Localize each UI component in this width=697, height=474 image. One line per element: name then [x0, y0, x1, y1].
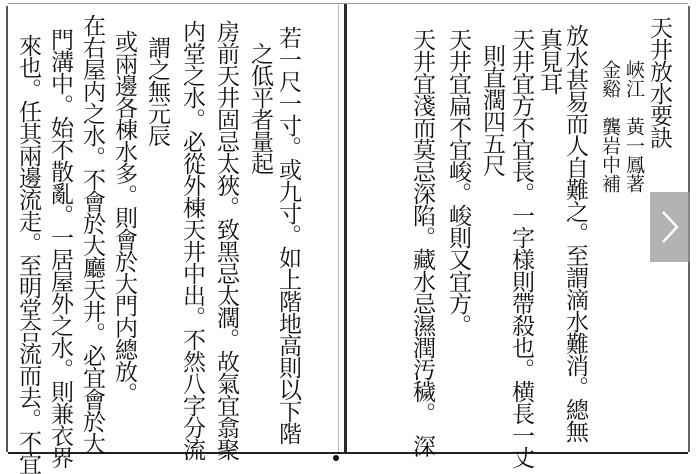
right-page	[350, 6, 686, 468]
page-edge-left	[6, 6, 8, 452]
author-line-2: 金谿 龔岩中補	[599, 60, 621, 193]
left-col-7: 在右屋内之水。不會於大廳天井。必宜會於大	[79, 14, 105, 454]
page-edge-bottom	[8, 452, 688, 454]
left-col-6: 或兩邊各棟水多。則會於大門内總放。	[111, 30, 137, 404]
right-col-3: 天井宜方不宜長。一字様則帶殺也。横長一丈	[508, 28, 534, 468]
page-edge-top	[8, 3, 688, 4]
author-line-1: 峽江 黃一鳳著	[623, 60, 645, 193]
left-page	[10, 6, 340, 474]
left-col-1: 若一尺一寸。或九寸。如上階地高則以下階	[275, 26, 301, 444]
right-col-5: 天井宜扁不宜峻。峻則又宜方。	[445, 28, 471, 336]
right-col-6: 天井宜淺而莫忌深陷。藏水忌濕潤汚穢。 深	[409, 28, 435, 457]
left-col-5: 謂之無元辰	[144, 36, 170, 146]
right-page-title: 天井放水要訣	[646, 16, 672, 148]
left-col-8: 門溝中。始不散亂。一居屋外之水。則兼衣界	[47, 28, 73, 468]
next-page-button[interactable]	[650, 192, 690, 262]
bottom-mark	[333, 455, 339, 461]
left-col-3: 房前天井固忌太狹。致黑忌太濶。故氣宜翕聚	[213, 20, 239, 460]
left-col-2: 之低平者量起	[247, 42, 273, 174]
left-col-4: 内堂之水。必從外棟天井中出。不然八字分流	[179, 20, 205, 460]
chevron-right-icon	[660, 210, 680, 244]
right-col-2: 真見耳	[536, 28, 562, 94]
book-gutter	[344, 4, 347, 452]
left-col-9: 來也。任其兩邊流走。至明堂合流而去。不宜	[15, 34, 41, 474]
right-col-4: 則直濶四五尺	[479, 44, 505, 176]
right-col-1: 放水甚易而人自難之。至謂滴水難消。總無	[562, 24, 588, 442]
